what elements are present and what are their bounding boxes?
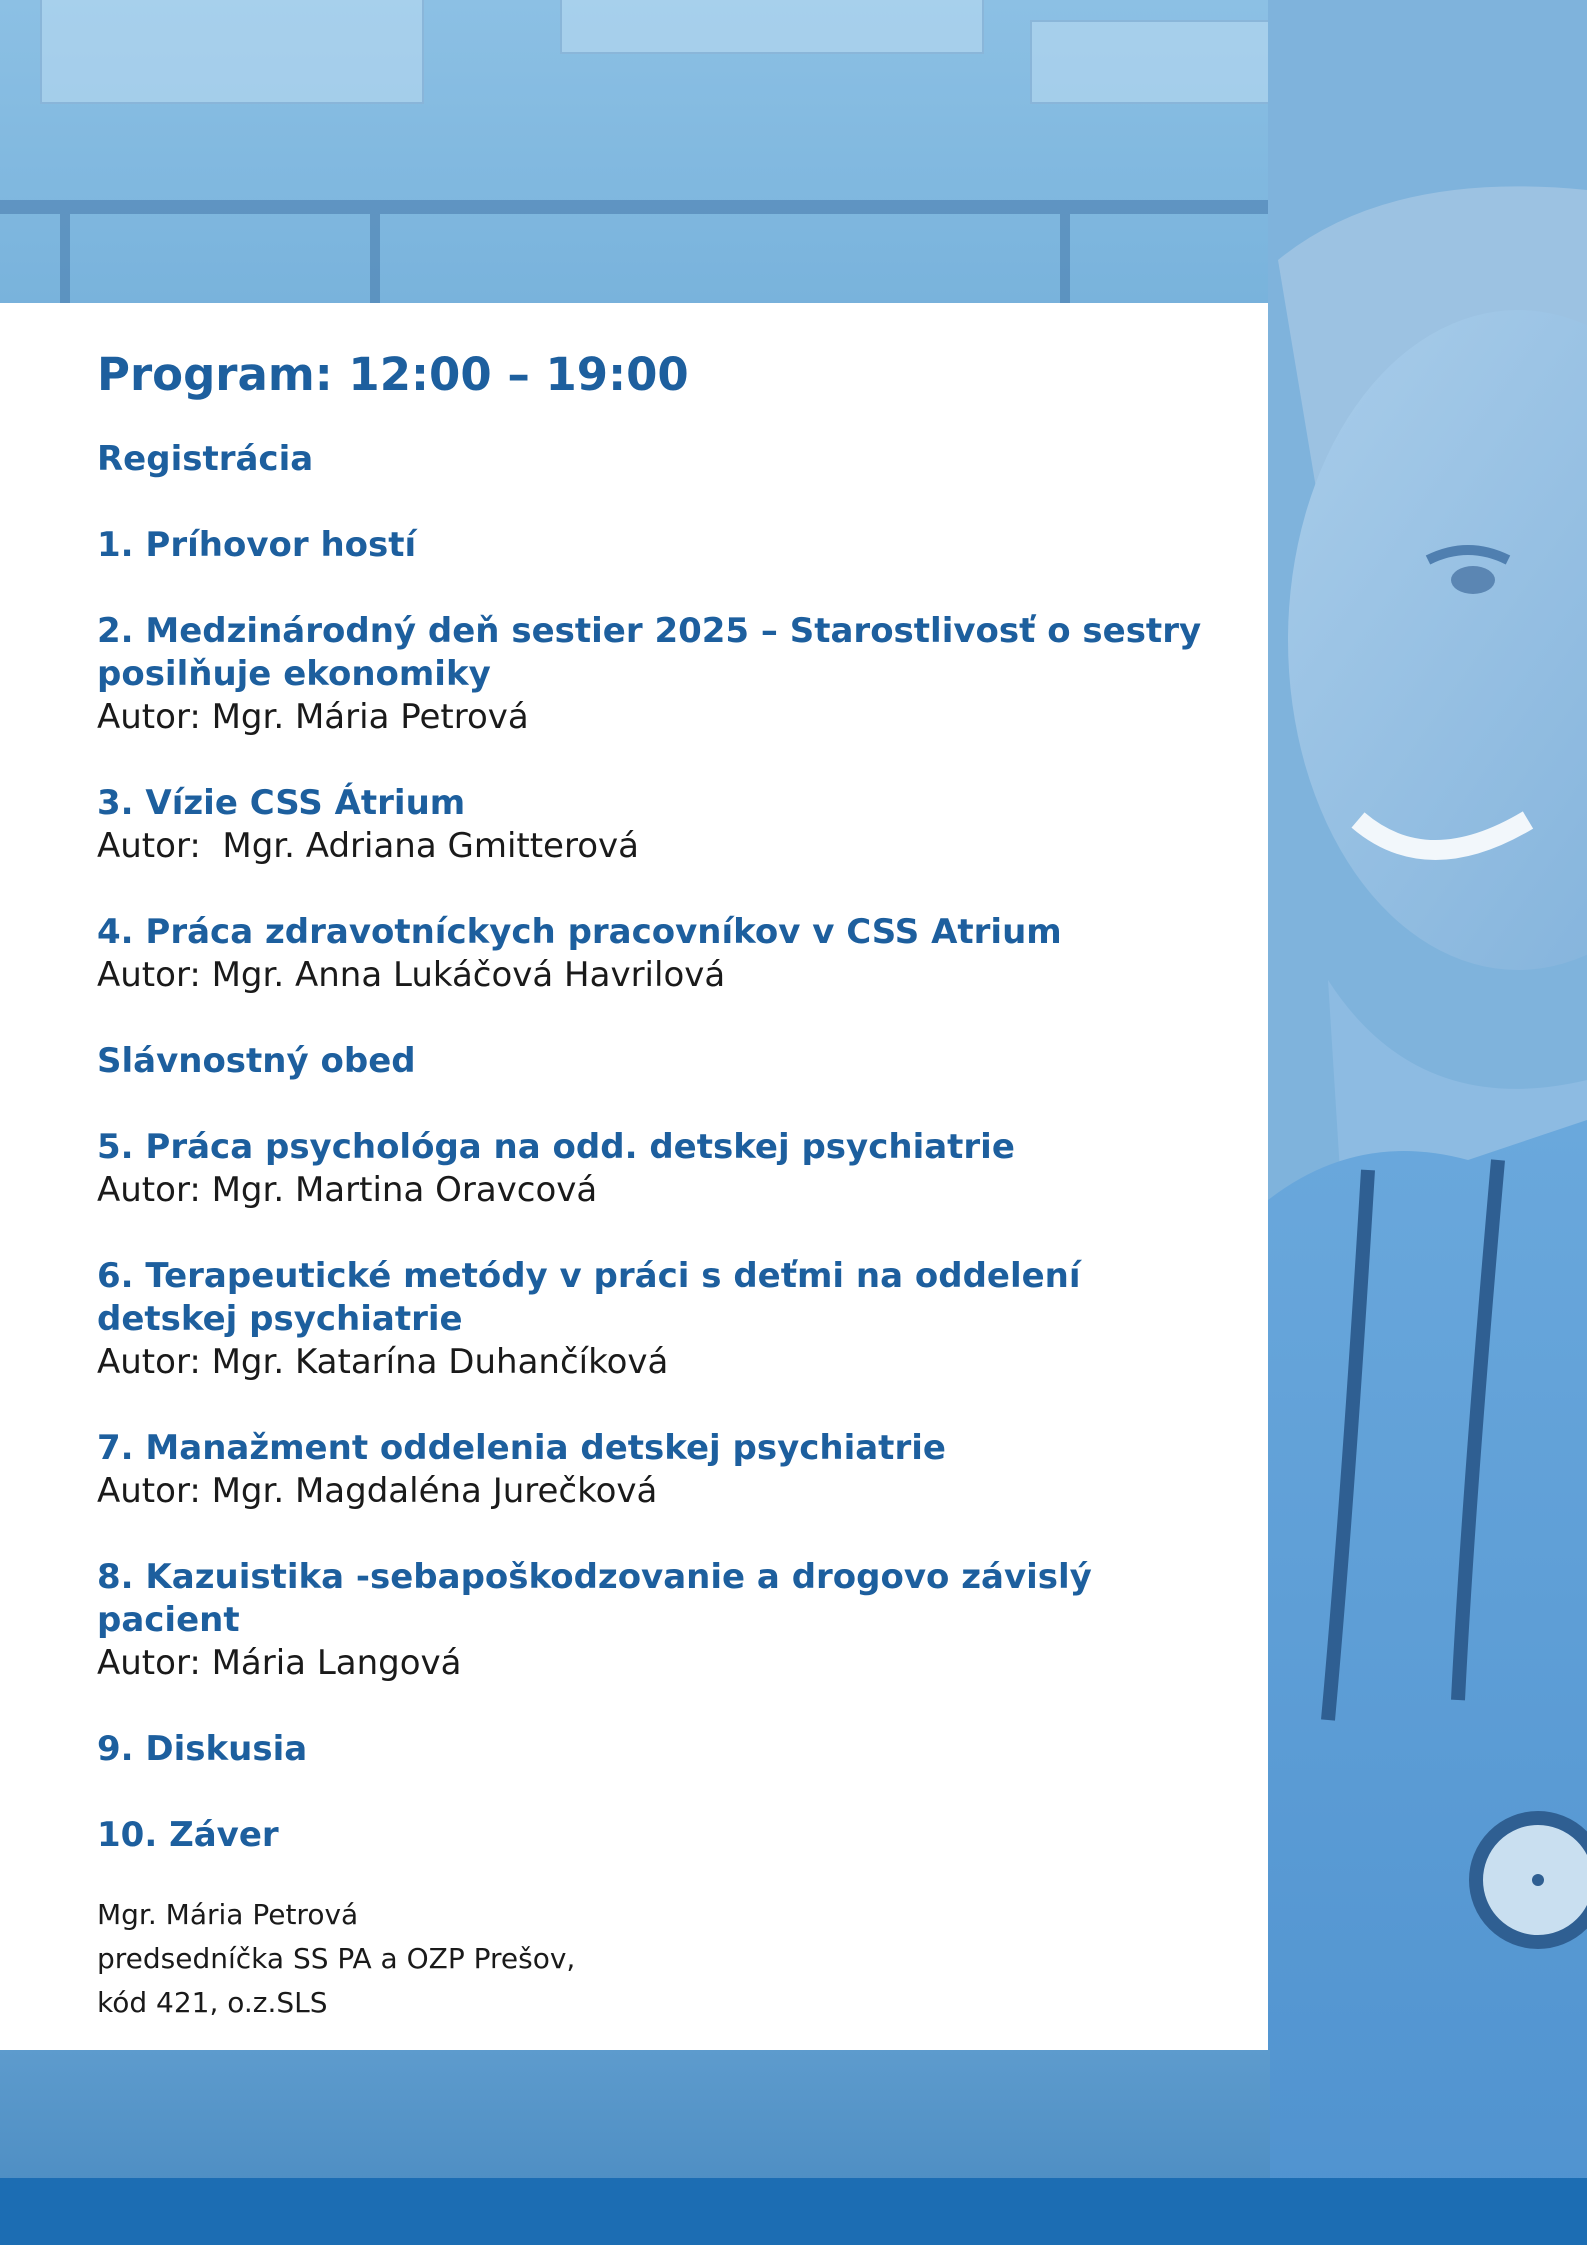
program-item-7 bbox=[97, 1427, 1217, 1513]
program-item-registration bbox=[97, 438, 1217, 481]
item-title: 7. Manažment oddelenia detskej psychiatrie bbox=[97, 1428, 946, 1468]
window-frame bbox=[370, 214, 380, 304]
ceiling-panel bbox=[40, 0, 424, 104]
item-author: Autor: Mgr. Katarína Duhančíková bbox=[97, 1342, 669, 1382]
program-title: Program: 12:00 – 19:00 bbox=[97, 348, 689, 401]
item-title: Registrácia bbox=[97, 439, 314, 479]
program-item-2 bbox=[97, 610, 1217, 739]
signature-role: predsedníčka SS PA a OZP Prešov, bbox=[97, 1942, 576, 1975]
item-author: Autor: Mária Langová bbox=[97, 1643, 462, 1683]
window-frame bbox=[60, 214, 70, 304]
nurse-photo bbox=[1268, 0, 1587, 2245]
item-title: 4. Práca zdravotníckych pracovníkov v CSS Atrium bbox=[97, 912, 1062, 952]
program-content bbox=[97, 348, 1217, 2025]
program-item-3 bbox=[97, 782, 1217, 868]
item-title: 3. Vízie CSS Átrium bbox=[97, 783, 466, 823]
item-title: 10. Záver bbox=[97, 1815, 279, 1855]
item-author: Autor: Mgr. Anna Lukáčová Havrilová bbox=[97, 955, 726, 995]
program-item-10 bbox=[97, 1814, 1217, 1857]
program-item-8 bbox=[97, 1556, 1217, 1685]
window-frame bbox=[1060, 214, 1070, 304]
signature-code: kód 421, o.z.SLS bbox=[97, 1986, 328, 2019]
item-author: Autor: Mgr. Martina Oravcová bbox=[97, 1170, 598, 1210]
program-item-6 bbox=[97, 1255, 1217, 1384]
item-title: 5. Práca psychológa na odd. detskej psychiatrie bbox=[97, 1127, 1015, 1167]
signature-block bbox=[97, 1893, 1217, 2025]
program-item-5 bbox=[97, 1126, 1217, 1212]
program-item-lunch bbox=[97, 1040, 1217, 1083]
item-title: 8. Kazuistika -sebapoškodzovanie a drogovo závislý pacient bbox=[97, 1557, 1092, 1640]
program-item-9 bbox=[97, 1728, 1217, 1771]
footer-band bbox=[0, 2178, 1587, 2245]
program-item-1 bbox=[97, 524, 1217, 567]
item-author: Autor: Mgr. Mária Petrová bbox=[97, 697, 529, 737]
program-item-4 bbox=[97, 911, 1217, 997]
item-title: 1. Príhovor hostí bbox=[97, 525, 417, 565]
bottom-background bbox=[0, 2050, 1270, 2180]
signature-name: Mgr. Mária Petrová bbox=[97, 1898, 359, 1931]
ceiling-panel bbox=[560, 0, 984, 54]
item-title: 6. Terapeutické metódy v práci s deťmi na oddelení detskej psychiatrie bbox=[97, 1256, 1081, 1339]
item-author: Autor: Mgr. Adriana Gmitterová bbox=[97, 826, 639, 866]
item-title: 2. Medzinárodný deň sestier 2025 – Starostlivosť o sestry posilňuje ekonomiky bbox=[97, 611, 1202, 694]
item-author: Autor: Mgr. Magdaléna Jurečková bbox=[97, 1471, 658, 1511]
item-title: 9. Diskusia bbox=[97, 1729, 308, 1769]
item-title: Slávnostný obed bbox=[97, 1041, 416, 1081]
